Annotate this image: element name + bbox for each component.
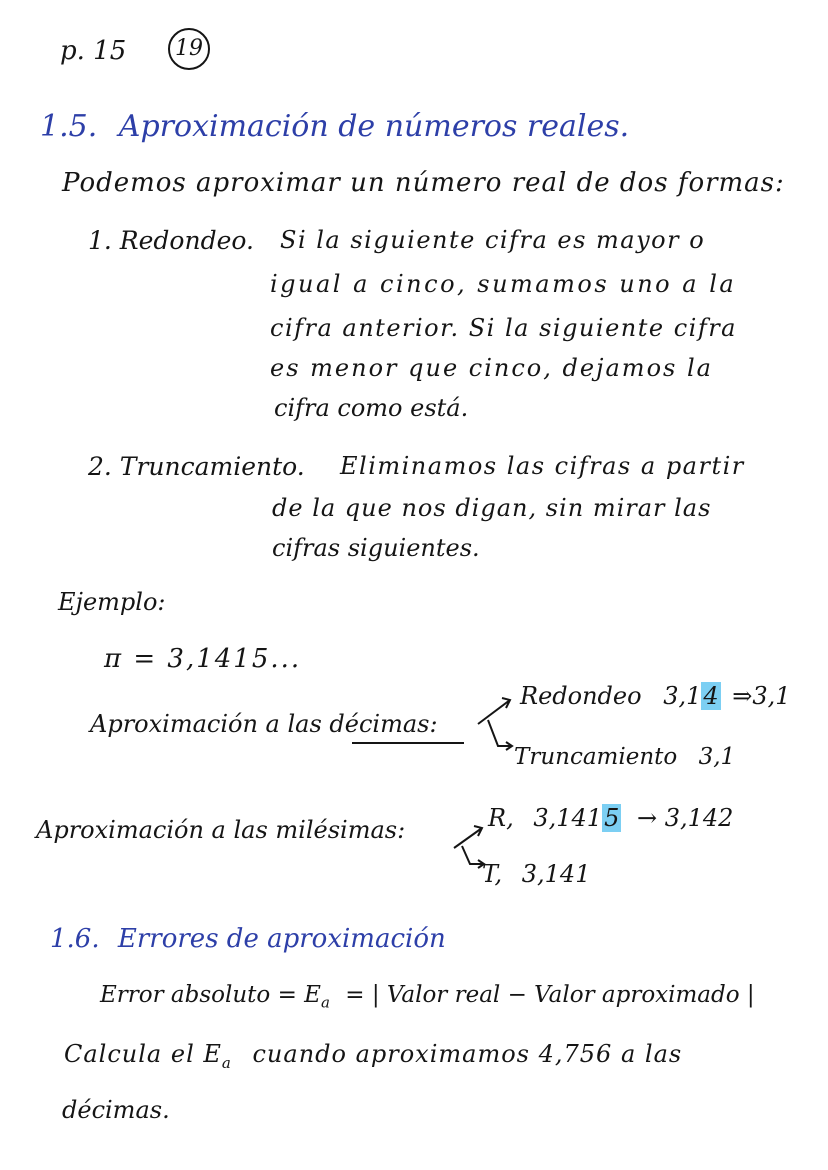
tenths-label (90, 712, 438, 736)
tenths-trunc-value: 3,1 (698, 744, 736, 770)
thousandths-round-result: → 3,142 (636, 804, 734, 832)
item-truncamiento-line: de la que nos digan, sin mirar las (272, 494, 712, 522)
thousandths-label: Aproximación a las milésimas: (36, 816, 406, 844)
thousandths-round (488, 806, 733, 830)
item-redondeo-label: 1. Redondeo. (88, 226, 254, 255)
formula-subscript: a (320, 993, 330, 1012)
section-number: 1.6. (50, 924, 100, 954)
tenths-round-label: Redondeo (520, 682, 642, 710)
tenths-label-text: Aproximación a las décimas: (90, 710, 438, 738)
tenths-round-value-pre: 3,1 (663, 682, 702, 710)
section-number: 1.5. (40, 109, 98, 144)
tenths-trunc-label: Truncamiento (514, 744, 678, 770)
thousandths-round-value (533, 804, 629, 832)
highlighted-digit: 4 (703, 682, 719, 710)
page-number-circle: 19 (168, 28, 210, 70)
tenths-trunc (514, 746, 735, 769)
intro-text: Podemos aproximar un número real de dos formas: (62, 168, 785, 198)
tenths-round-result: ⇒3,1 (732, 682, 791, 710)
item-redondeo-line: igual a cinco, sumamos uno a la (270, 270, 737, 298)
highlighted-digit: 5 (604, 804, 620, 832)
exercise-pre: Calcula el E (64, 1040, 222, 1068)
exercise-line-1 (64, 1042, 682, 1071)
branch-arrows-tenths (476, 684, 516, 764)
item-truncamiento-line: cifras siguientes. (272, 534, 480, 562)
exercise-subscript: a (221, 1053, 232, 1072)
item-truncamiento-label: 2. Truncamiento. (88, 452, 305, 481)
thousandths-round-label: R, (488, 804, 514, 832)
section-title: Errores de aproximación (117, 924, 446, 954)
example-title: Ejemplo: (58, 588, 166, 616)
exercise-line-2: décimas. (62, 1096, 170, 1124)
section-1-5-heading (40, 109, 630, 144)
item-redondeo-line: es menor que cinco, dejamos la (270, 354, 713, 382)
thousandths-trunc (482, 862, 590, 886)
item-redondeo-line: cifra anterior. Si la siguiente cifra (270, 314, 737, 342)
item-redondeo-line: Si la siguiente cifra es mayor o (280, 226, 706, 254)
formula-label: Error absoluto = E (100, 982, 321, 1008)
decimas-underline (352, 742, 464, 744)
pi-line: π = 3,1415... (104, 644, 302, 674)
item-redondeo-line: cifra como está. (274, 394, 469, 422)
section-1-6-heading (50, 926, 446, 952)
thousandths-trunc-label: T, (482, 860, 503, 888)
formula-rhs: = | Valor real − Valor aproximado | (345, 982, 755, 1008)
section-title: Aproximación de números reales. (118, 109, 630, 144)
tenths-round (520, 684, 791, 708)
exercise-post: cuando aproximamos 4,756 a las (252, 1040, 683, 1068)
tenths-round-value (663, 682, 728, 710)
absolute-error-formula (100, 984, 755, 1011)
page-reference: p. 15 (60, 36, 127, 66)
item-truncamiento-line: Eliminamos las cifras a partir (340, 452, 745, 480)
thousandths-round-value-pre: 3,141 (533, 804, 603, 832)
thousandths-trunc-value: 3,141 (521, 860, 591, 888)
